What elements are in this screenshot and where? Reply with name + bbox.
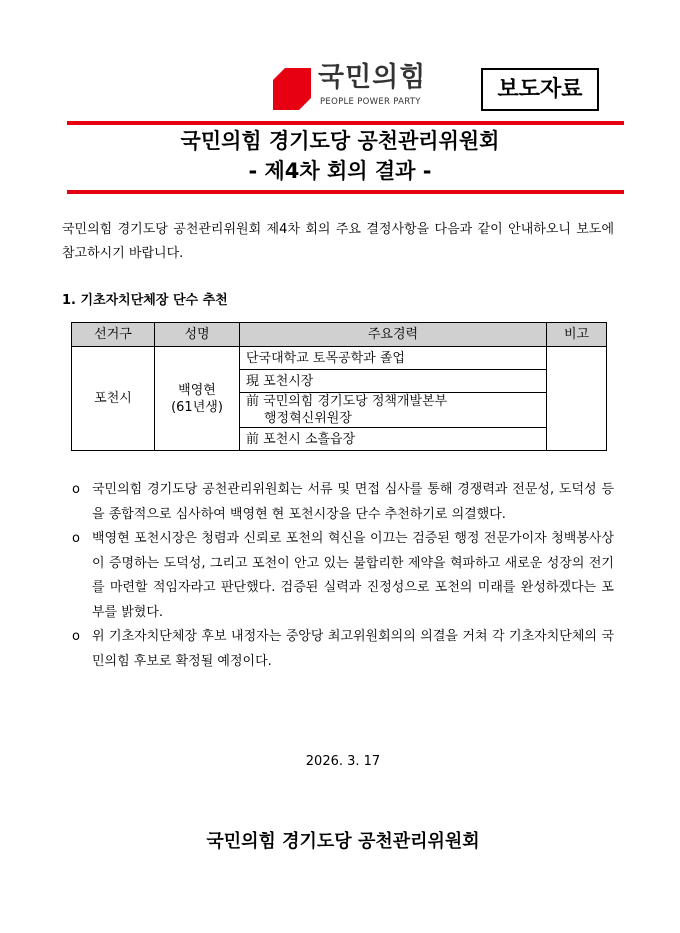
bullet-item <box>72 625 614 674</box>
bullet-icon: o <box>72 482 80 497</box>
col-name: 성명 <box>155 323 240 347</box>
intro-text: 국민의힘 경기도당 공천관리위원회 제4차 회의 주요 결정사항을 다음과 같이 안내하오니 보도에 참고하시기 바랍니다. <box>62 222 614 261</box>
table-header <box>72 323 607 347</box>
career-line: 행정혁신위원장 <box>264 411 352 426</box>
table-row <box>72 347 607 370</box>
career-item: 단국대학교 토목공학과 졸업 <box>240 347 547 370</box>
issuer-footer: 국민의힘 경기도당 공천관리위원회 <box>206 831 480 852</box>
bullet-text: 백영현 포천시장은 청렴과 신뢰로 포천의 혁신을 이끄는 검증된 행정 전문가이자 청백봉사상이 증명하는 도덕성, 그리고 포천이 안고 있는 불합리한 제약을 혁파하고 새로운 성장의 전기를 마련할 적임자라고 판단했다. 검증된 실력과 진정성으로 포천의 미래를 완성하겠다는 포부를 밝혔다. <box>92 531 614 620</box>
press-release-label: 보도자료 <box>481 68 599 111</box>
lower-section <box>72 478 614 855</box>
career-item: 前 포천시 소흘읍장 <box>240 428 547 451</box>
col-career: 주요경력 <box>240 323 547 347</box>
career-item <box>240 393 547 428</box>
section-heading: 1. 기초자치단체장 단수 추천 <box>62 293 228 308</box>
note-cell <box>547 347 607 451</box>
divider-top <box>67 121 624 125</box>
bullet-text: 위 기초자치단체장 후보 내정자는 중앙당 최고위원회의의 의결을 거쳐 각 기초자치단체의 국민의힘 후보로 확정될 예정이다. <box>92 629 614 669</box>
page-title: 국민의힘 경기도당 공천관리위원회 <box>180 129 500 153</box>
bullet-text: 국민의힘 경기도당 공천관리위원회는 서류 및 면접 심사를 통해 경쟁력과 전문성, 도덕성 등을 종합적으로 심사하여 백영현 현 포천시장을 단수 추천하기로 의결했다. <box>92 482 614 522</box>
page-subtitle: - 제4차 회의 결과 - <box>248 159 432 183</box>
col-note: 비고 <box>547 323 607 347</box>
logo-subtext: PEOPLE POWER PARTY <box>320 97 421 107</box>
logo-text: 국민의힘 <box>318 62 427 93</box>
bullet-icon: o <box>72 531 80 546</box>
career-item: 現 포천시장 <box>240 370 547 393</box>
bullet-icon: o <box>72 629 80 644</box>
col-district: 선거구 <box>72 323 155 347</box>
district-cell: 포천시 <box>72 347 155 451</box>
candidate-table <box>71 322 607 451</box>
candidate-name: 백영현 <box>178 382 216 398</box>
bullet-item <box>72 478 614 527</box>
release-date: 2026. 3. 17 <box>305 754 381 769</box>
candidate-age: (61년생) <box>171 399 223 415</box>
divider-bottom <box>67 190 624 194</box>
bullet-list <box>72 478 614 740</box>
name-cell <box>155 347 240 451</box>
career-line: 前 국민의힘 경기도당 정책개발본부 <box>246 394 448 409</box>
bullet-item <box>72 527 614 625</box>
party-logo-icon <box>273 68 311 110</box>
